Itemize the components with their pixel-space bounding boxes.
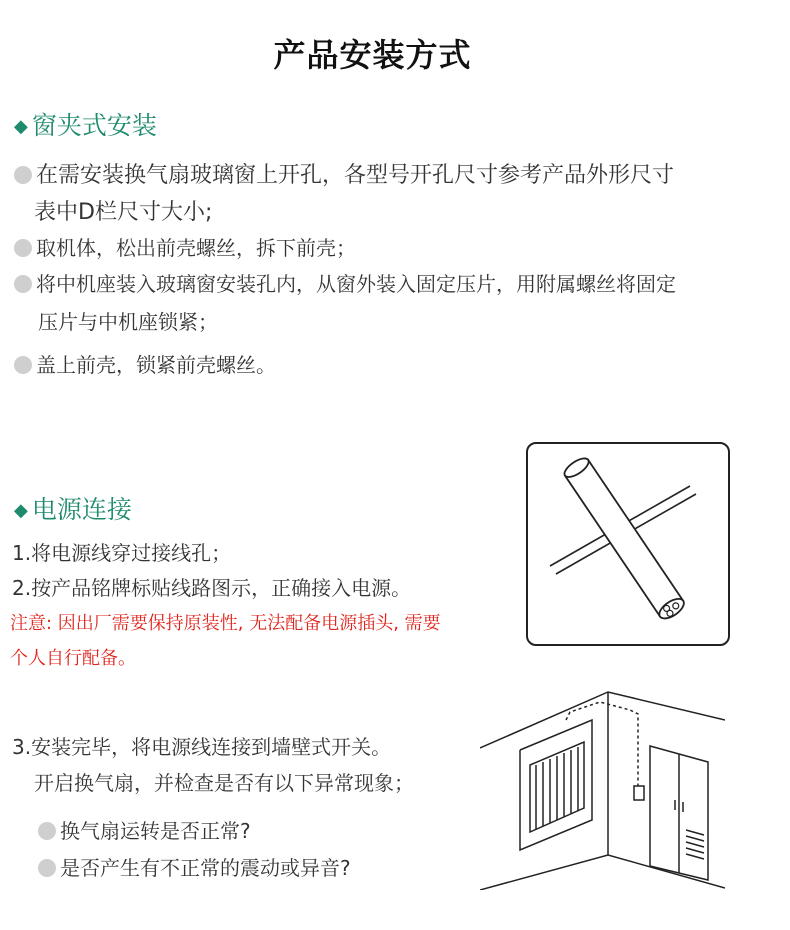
power-step-2: 2.按产品铭牌标贴线路图示，正确接入电源。: [12, 576, 412, 600]
power-step-3-line-1: 3.安装完毕，将电源线连接到墙壁式开关。: [12, 735, 392, 759]
bullet-icon: [14, 356, 32, 374]
check-item-2: 是否产生有不正常的震动或异音?: [38, 858, 351, 878]
step-1-line-2: 表中D栏尺寸大小;: [34, 200, 213, 225]
bullet-icon: [14, 166, 32, 184]
bullet-icon: [38, 859, 56, 877]
bullet-icon: [14, 275, 32, 293]
diamond-icon: ◆: [14, 116, 28, 137]
power-heading-text: 电源连接: [31, 495, 132, 524]
cable-illustration: [526, 442, 730, 646]
warning-note-line-2: 个人自行配备。: [10, 648, 136, 669]
step-4-line-1: 盖上前壳，锁紧前壳螺丝。: [14, 355, 276, 375]
power-step-1: 1.将电源线穿过接线孔；: [12, 541, 232, 565]
check-item-1: 换气扇运转是否正常?: [38, 821, 251, 841]
bullet-icon: [38, 822, 56, 840]
page-title: 产品安装方式: [273, 36, 472, 74]
step-1-line-1: 在需安装换气扇玻璃窗上开孔，各型号开孔尺寸参考产品外形尺寸: [14, 165, 674, 187]
step-3-line-2: 压片与中机座锁紧；: [38, 310, 218, 334]
bullet-icon: [14, 239, 32, 257]
power-cable-icon: [528, 444, 728, 644]
window-mount-heading-text: 窗夹式安装: [31, 111, 157, 140]
window-mount-heading: [14, 106, 157, 142]
room-installation-illustration: [480, 690, 725, 890]
step-3-line-1: 将中机座装入玻璃窗安装孔内，从窗外装入固定压片，用附属螺丝将固定: [14, 274, 676, 294]
diamond-icon: ◆: [14, 500, 28, 521]
power-step-3-line-2: 开启换气扇，并检查是否有以下异常现象；: [34, 771, 414, 795]
warning-note-line-1: 注意: 因出厂需要保持原装性, 无法配备电源插头, 需要: [10, 613, 441, 634]
power-heading: [14, 490, 132, 526]
step-2-line-1: 取机体，松出前壳螺丝，拆下前壳；: [14, 238, 356, 258]
